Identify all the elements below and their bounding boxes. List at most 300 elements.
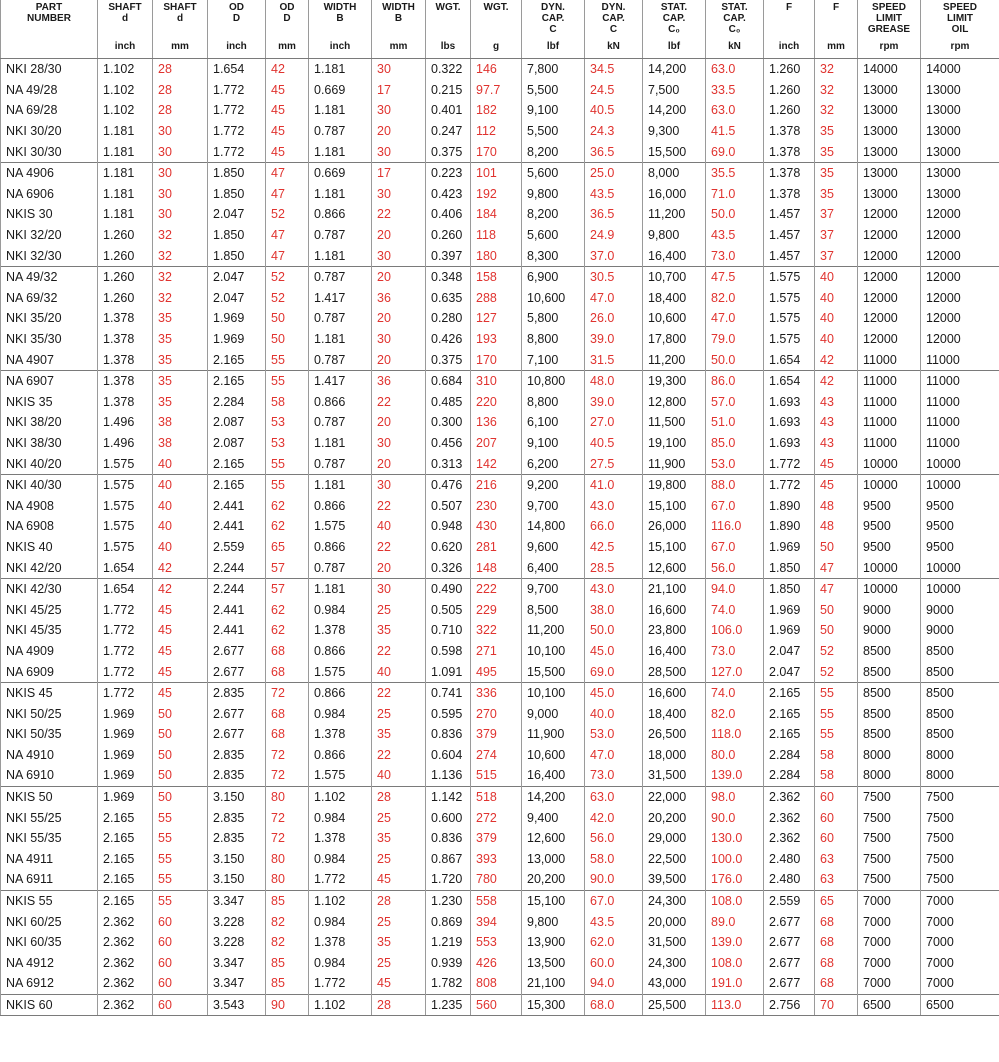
table-cell: 16,400 xyxy=(643,641,706,662)
table-cell: 12000 xyxy=(858,225,921,246)
table-cell: 36.5 xyxy=(585,204,643,225)
table-cell: 0.247 xyxy=(426,121,471,142)
table-cell: 8000 xyxy=(921,765,999,786)
table-cell: 9,800 xyxy=(522,911,585,932)
table-cell: 60 xyxy=(153,953,208,974)
column-header-label: d xyxy=(121,13,129,24)
table-cell: 322 xyxy=(471,620,522,641)
table-cell: 2.047 xyxy=(208,204,266,225)
table-cell: 193 xyxy=(471,329,522,350)
table-cell: 2.047 xyxy=(208,288,266,309)
table-cell: 1.417 xyxy=(309,370,372,391)
table-cell: 30 xyxy=(372,141,426,162)
table-cell: 1.378 xyxy=(309,828,372,849)
table-cell: 13000 xyxy=(921,141,999,162)
table-cell: 1.772 xyxy=(208,80,266,101)
table-cell: 40 xyxy=(372,765,426,786)
table-cell: 106.0 xyxy=(706,620,764,641)
table-cell: 1.693 xyxy=(764,412,815,433)
table-cell: 25,500 xyxy=(643,994,706,1016)
table-cell: 1.102 xyxy=(309,890,372,911)
table-cell: 1.181 xyxy=(309,433,372,454)
table-cell: 1.575 xyxy=(764,308,815,329)
table-cell: 79.0 xyxy=(706,329,764,350)
table-cell: 1.378 xyxy=(98,329,153,350)
table-cell: 8500 xyxy=(921,661,999,682)
table-cell: 1.890 xyxy=(764,495,815,516)
table-cell: 40 xyxy=(815,329,858,350)
table-cell: 13000 xyxy=(858,121,921,142)
table-cell: 12000 xyxy=(858,329,921,350)
table-cell: 55 xyxy=(266,474,309,495)
table-cell: 29,000 xyxy=(643,828,706,849)
table-cell: 1.720 xyxy=(426,869,471,890)
table-cell: 57.0 xyxy=(706,392,764,413)
column-header-label: C₀ xyxy=(668,24,680,35)
column-header-label: LIMIT xyxy=(946,13,974,24)
table-cell: 0.595 xyxy=(426,703,471,724)
table-cell: 1.136 xyxy=(426,765,471,786)
column-header-label: SHAFT xyxy=(163,2,197,13)
table-cell: 1.772 xyxy=(98,682,153,703)
table-cell: 20,200 xyxy=(522,869,585,890)
table-cell: 8500 xyxy=(921,724,999,745)
table-cell: 518 xyxy=(471,786,522,807)
column-header-label: SPEED xyxy=(872,2,906,13)
part-number-cell: NKI 32/30 xyxy=(1,245,98,266)
table-cell: 45.0 xyxy=(585,641,643,662)
column-header-label: C₀ xyxy=(728,24,741,35)
table-cell: 0.505 xyxy=(426,599,471,620)
table-cell: 116.0 xyxy=(706,516,764,537)
table-cell: 229 xyxy=(471,599,522,620)
part-number-cell: NKI 40/30 xyxy=(1,474,98,495)
table-cell: 515 xyxy=(471,765,522,786)
part-number-cell: NA 6907 xyxy=(1,370,98,391)
table-cell: 170 xyxy=(471,349,522,370)
table-cell: 10000 xyxy=(921,578,999,599)
table-cell: 0.787 xyxy=(309,412,372,433)
table-cell: 5,500 xyxy=(522,80,585,101)
table-cell: 52 xyxy=(266,266,309,287)
table-cell: 9000 xyxy=(858,620,921,641)
table-cell: 9500 xyxy=(858,537,921,558)
part-number-cell: NKIS 55 xyxy=(1,890,98,911)
table-cell: 73.0 xyxy=(585,765,643,786)
table-cell: 0.836 xyxy=(426,828,471,849)
table-cell: 16,000 xyxy=(643,184,706,205)
table-cell: 2.362 xyxy=(98,994,153,1016)
table-cell: 12000 xyxy=(921,308,999,329)
table-row xyxy=(1,849,999,870)
table-cell: 9,000 xyxy=(522,703,585,724)
table-cell: 0.787 xyxy=(309,557,372,578)
column-header-label: D xyxy=(232,13,241,24)
column-header xyxy=(309,0,372,59)
table-row xyxy=(1,620,999,641)
table-cell: 1.772 xyxy=(764,474,815,495)
table-cell: 0.375 xyxy=(426,141,471,162)
table-cell: 16,600 xyxy=(643,682,706,703)
column-header xyxy=(98,0,153,59)
table-cell: 72 xyxy=(266,807,309,828)
table-cell: 3.347 xyxy=(208,890,266,911)
table-cell: 1.969 xyxy=(764,620,815,641)
table-cell: 9,100 xyxy=(522,433,585,454)
table-cell: 42 xyxy=(815,349,858,370)
table-cell: 19,300 xyxy=(643,370,706,391)
table-cell: 2.362 xyxy=(764,828,815,849)
table-cell: 72 xyxy=(266,828,309,849)
table-cell: 16,400 xyxy=(522,765,585,786)
table-cell: 47 xyxy=(266,225,309,246)
table-cell: 9000 xyxy=(921,620,999,641)
table-cell: 192 xyxy=(471,184,522,205)
table-cell: 47 xyxy=(266,245,309,266)
table-cell: 394 xyxy=(471,911,522,932)
table-cell: 1.181 xyxy=(309,245,372,266)
table-cell: 20 xyxy=(372,266,426,287)
column-header-label: STAT. xyxy=(660,2,688,13)
column-unit: inch xyxy=(114,41,136,52)
table-cell: 560 xyxy=(471,994,522,1016)
part-number-cell: NKI 32/20 xyxy=(1,225,98,246)
table-cell: 11000 xyxy=(921,370,999,391)
table-cell: 11,200 xyxy=(643,349,706,370)
table-cell: 1.654 xyxy=(764,349,815,370)
table-cell: 1.102 xyxy=(98,59,153,80)
table-cell: 7000 xyxy=(858,973,921,994)
table-cell: 7000 xyxy=(921,973,999,994)
table-cell: 1.457 xyxy=(764,225,815,246)
table-cell: 2.165 xyxy=(208,474,266,495)
part-number-cell: NKIS 60 xyxy=(1,994,98,1016)
table-cell: 35 xyxy=(372,828,426,849)
table-cell: 1.230 xyxy=(426,890,471,911)
table-cell: 1.378 xyxy=(309,932,372,953)
table-cell: 43,000 xyxy=(643,973,706,994)
table-cell: 2.165 xyxy=(764,682,815,703)
table-cell: 11000 xyxy=(858,412,921,433)
table-cell: 33.5 xyxy=(706,80,764,101)
table-row xyxy=(1,537,999,558)
table-cell: 1.575 xyxy=(764,266,815,287)
part-number-cell: NA 4906 xyxy=(1,162,98,183)
table-cell: 2.165 xyxy=(208,349,266,370)
table-cell: 1.181 xyxy=(309,141,372,162)
table-cell: 68 xyxy=(266,641,309,662)
table-cell: 1.969 xyxy=(98,745,153,766)
table-cell: 1.260 xyxy=(764,100,815,121)
table-cell: 6,400 xyxy=(522,557,585,578)
table-cell: 20,000 xyxy=(643,911,706,932)
part-number-cell: NA 6911 xyxy=(1,869,98,890)
table-cell: 39.0 xyxy=(585,392,643,413)
table-row xyxy=(1,890,999,911)
table-cell: 495 xyxy=(471,661,522,682)
table-cell: 9,100 xyxy=(522,100,585,121)
table-cell: 85.0 xyxy=(706,433,764,454)
table-cell: 63 xyxy=(815,869,858,890)
table-cell: 57 xyxy=(266,557,309,578)
table-cell: 2.362 xyxy=(764,786,815,807)
column-header-label: OIL xyxy=(951,24,969,35)
table-cell: 1.850 xyxy=(208,245,266,266)
table-cell: 108.0 xyxy=(706,953,764,974)
table-cell: 2.244 xyxy=(208,578,266,599)
table-cell: 40 xyxy=(372,661,426,682)
table-cell: 1.378 xyxy=(98,308,153,329)
table-cell: 56.0 xyxy=(585,828,643,849)
table-cell: 35 xyxy=(153,370,208,391)
table-cell: 68.0 xyxy=(585,994,643,1016)
part-number-cell: NKI 38/20 xyxy=(1,412,98,433)
table-cell: 271 xyxy=(471,641,522,662)
table-cell: 281 xyxy=(471,537,522,558)
table-cell: 0.741 xyxy=(426,682,471,703)
table-cell: 8000 xyxy=(921,745,999,766)
table-cell: 9500 xyxy=(858,495,921,516)
table-row xyxy=(1,599,999,620)
table-cell: 68 xyxy=(266,703,309,724)
table-cell: 48 xyxy=(815,495,858,516)
table-cell: 7000 xyxy=(858,953,921,974)
table-cell: 7000 xyxy=(921,953,999,974)
table-row xyxy=(1,141,999,162)
table-cell: 1.496 xyxy=(98,433,153,454)
table-row xyxy=(1,641,999,662)
table-cell: 1.378 xyxy=(764,184,815,205)
table-cell: 379 xyxy=(471,828,522,849)
table-cell: 0.476 xyxy=(426,474,471,495)
table-cell: 40.0 xyxy=(585,703,643,724)
column-header xyxy=(1,0,98,59)
table-cell: 27.5 xyxy=(585,453,643,474)
table-cell: 13000 xyxy=(858,162,921,183)
column-header-label: C xyxy=(549,24,557,35)
table-cell: 1.850 xyxy=(208,225,266,246)
table-cell: 40 xyxy=(815,266,858,287)
table-cell: 0.280 xyxy=(426,308,471,329)
table-cell: 28 xyxy=(372,994,426,1016)
table-cell: 191.0 xyxy=(706,973,764,994)
table-cell: 12,800 xyxy=(643,392,706,413)
table-cell: 19,100 xyxy=(643,433,706,454)
table-cell: 1.575 xyxy=(309,516,372,537)
table-cell: 127.0 xyxy=(706,661,764,682)
column-header xyxy=(372,0,426,59)
table-cell: 43.5 xyxy=(585,184,643,205)
table-cell: 2.480 xyxy=(764,869,815,890)
table-cell: 2.835 xyxy=(208,828,266,849)
table-cell: 1.457 xyxy=(764,245,815,266)
table-cell: 5,500 xyxy=(522,121,585,142)
column-header-label: DYN. xyxy=(601,2,626,13)
table-cell: 1.969 xyxy=(764,537,815,558)
table-cell: 8500 xyxy=(921,641,999,662)
table-cell: 22 xyxy=(372,392,426,413)
table-cell: 10000 xyxy=(858,557,921,578)
table-cell: 118 xyxy=(471,225,522,246)
table-cell: 67.0 xyxy=(706,495,764,516)
table-cell: 7500 xyxy=(921,849,999,870)
table-cell: 47 xyxy=(266,184,309,205)
table-cell: 136 xyxy=(471,412,522,433)
table-cell: 30 xyxy=(372,245,426,266)
table-row xyxy=(1,245,999,266)
table-cell: 20 xyxy=(372,121,426,142)
table-cell: 68 xyxy=(815,932,858,953)
table-cell: 42 xyxy=(153,578,208,599)
table-cell: 58 xyxy=(815,745,858,766)
table-cell: 0.984 xyxy=(309,703,372,724)
table-cell: 1.181 xyxy=(98,141,153,162)
table-cell: 19,800 xyxy=(643,474,706,495)
table-cell: 12000 xyxy=(921,225,999,246)
table-cell: 22 xyxy=(372,745,426,766)
column-header-label: OD xyxy=(279,2,295,13)
table-cell: 65 xyxy=(266,537,309,558)
table-cell: 7000 xyxy=(858,911,921,932)
part-number-cell: NA 6912 xyxy=(1,973,98,994)
table-cell: 0.322 xyxy=(426,59,471,80)
table-row xyxy=(1,578,999,599)
table-cell: 2.441 xyxy=(208,516,266,537)
table-cell: 15,100 xyxy=(643,537,706,558)
part-number-cell: NKI 42/20 xyxy=(1,557,98,578)
table-cell: 1.181 xyxy=(309,329,372,350)
table-cell: 12000 xyxy=(921,288,999,309)
column-unit: mm xyxy=(389,41,408,52)
table-cell: 50 xyxy=(153,745,208,766)
table-cell: 40.5 xyxy=(585,433,643,454)
part-number-cell: NKIS 40 xyxy=(1,537,98,558)
table-cell: 8500 xyxy=(858,641,921,662)
table-cell: 48 xyxy=(815,516,858,537)
table-row xyxy=(1,392,999,413)
table-cell: 2.165 xyxy=(98,869,153,890)
table-cell: 30 xyxy=(372,578,426,599)
table-cell: 16,400 xyxy=(643,245,706,266)
table-cell: 3.150 xyxy=(208,786,266,807)
table-cell: 176.0 xyxy=(706,869,764,890)
table-cell: 0.348 xyxy=(426,266,471,287)
table-cell: 27.0 xyxy=(585,412,643,433)
table-cell: 45 xyxy=(266,141,309,162)
table-cell: 142 xyxy=(471,453,522,474)
table-cell: 1.850 xyxy=(764,578,815,599)
table-cell: 2.441 xyxy=(208,620,266,641)
table-cell: 220 xyxy=(471,392,522,413)
table-cell: 45 xyxy=(372,869,426,890)
table-cell: 8000 xyxy=(858,765,921,786)
table-cell: 1.260 xyxy=(764,80,815,101)
part-number-cell: NKI 45/25 xyxy=(1,599,98,620)
table-cell: 1.219 xyxy=(426,932,471,953)
table-cell: 80 xyxy=(266,849,309,870)
table-cell: 50.0 xyxy=(706,204,764,225)
table-row xyxy=(1,869,999,890)
table-cell: 18,000 xyxy=(643,745,706,766)
table-cell: 1.969 xyxy=(208,329,266,350)
table-cell: 393 xyxy=(471,849,522,870)
table-cell: 9,700 xyxy=(522,495,585,516)
table-cell: 1.575 xyxy=(98,453,153,474)
table-cell: 0.939 xyxy=(426,953,471,974)
table-cell: 2.165 xyxy=(208,370,266,391)
table-row xyxy=(1,953,999,974)
table-cell: 11,200 xyxy=(522,620,585,641)
table-cell: 426 xyxy=(471,953,522,974)
table-cell: 2.677 xyxy=(764,953,815,974)
table-cell: 0.375 xyxy=(426,349,471,370)
table-cell: 272 xyxy=(471,807,522,828)
table-cell: 9,700 xyxy=(522,578,585,599)
table-cell: 40 xyxy=(372,516,426,537)
table-cell: 12000 xyxy=(858,308,921,329)
table-cell: 2.087 xyxy=(208,433,266,454)
table-cell: 6,900 xyxy=(522,266,585,287)
table-cell: 1.378 xyxy=(98,349,153,370)
column-unit: g xyxy=(492,41,500,52)
table-cell: 0.313 xyxy=(426,453,471,474)
part-number-cell: NA 6908 xyxy=(1,516,98,537)
table-cell: 2.835 xyxy=(208,745,266,766)
table-cell: 50 xyxy=(815,599,858,620)
table-cell: 20,200 xyxy=(643,807,706,828)
table-cell: 336 xyxy=(471,682,522,703)
table-cell: 30 xyxy=(372,433,426,454)
table-cell: 45 xyxy=(153,599,208,620)
table-cell: 63 xyxy=(815,849,858,870)
table-cell: 6500 xyxy=(921,994,999,1016)
column-header xyxy=(643,0,706,59)
table-cell: 97.7 xyxy=(471,80,522,101)
table-cell: 0.326 xyxy=(426,557,471,578)
table-cell: 35 xyxy=(153,392,208,413)
table-cell: 0.260 xyxy=(426,225,471,246)
table-cell: 60.0 xyxy=(585,953,643,974)
table-cell: 0.669 xyxy=(309,80,372,101)
table-cell: 20 xyxy=(372,225,426,246)
table-cell: 0.836 xyxy=(426,724,471,745)
table-cell: 0.401 xyxy=(426,100,471,121)
table-cell: 45 xyxy=(266,80,309,101)
table-cell: 40 xyxy=(153,474,208,495)
table-row xyxy=(1,80,999,101)
part-number-cell: NKI 45/35 xyxy=(1,620,98,641)
table-cell: 86.0 xyxy=(706,370,764,391)
table-cell: 274 xyxy=(471,745,522,766)
table-cell: 50.0 xyxy=(585,620,643,641)
table-cell: 5,600 xyxy=(522,225,585,246)
table-cell: 20 xyxy=(372,557,426,578)
table-row xyxy=(1,121,999,142)
table-cell: 55 xyxy=(153,890,208,911)
column-unit: rpm xyxy=(950,41,970,52)
table-cell: 1.181 xyxy=(309,474,372,495)
table-cell: 8500 xyxy=(921,682,999,703)
table-cell: 2.284 xyxy=(764,765,815,786)
column-header-label: DYN. xyxy=(541,2,565,13)
table-cell: 1.772 xyxy=(208,121,266,142)
table-cell: 12000 xyxy=(858,204,921,225)
column-header-label: C xyxy=(609,24,618,35)
table-cell: 15,100 xyxy=(643,495,706,516)
table-row xyxy=(1,557,999,578)
column-header xyxy=(706,0,764,59)
table-cell: 1.235 xyxy=(426,994,471,1016)
